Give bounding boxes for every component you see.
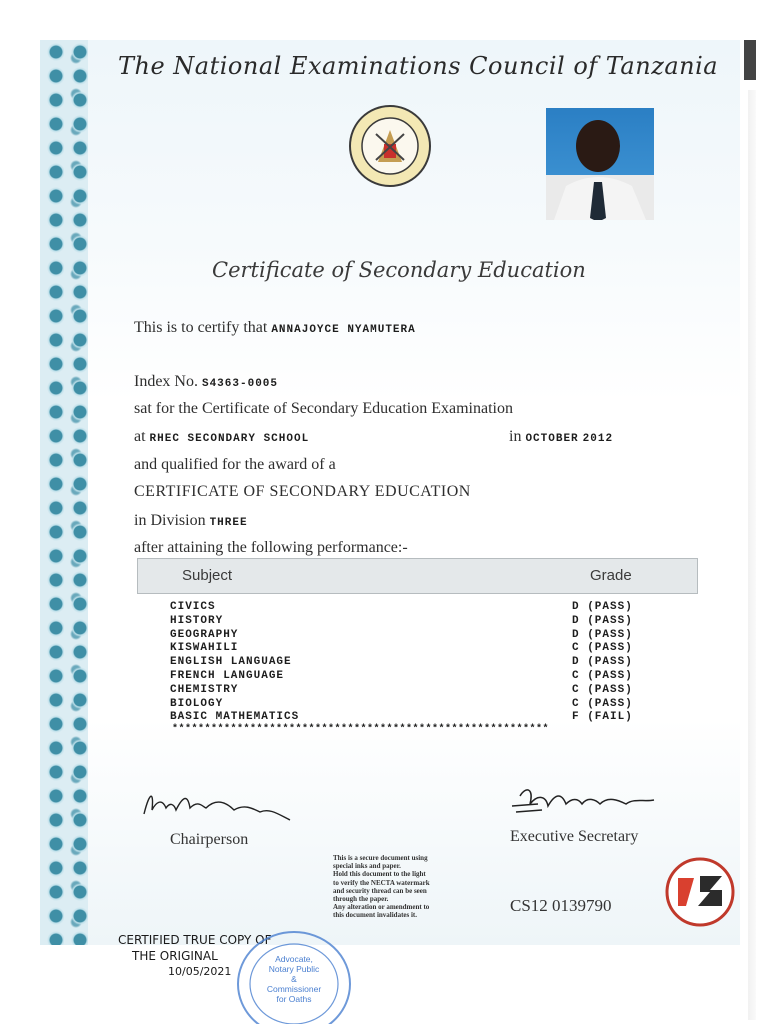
subject-grade: C (PASS)	[572, 683, 633, 696]
certificate-title: Certificate of Secondary Education	[212, 258, 586, 282]
table-row	[170, 615, 650, 629]
division-value: THREE	[209, 517, 248, 529]
subject-grade: D (PASS)	[572, 656, 633, 669]
index-line	[134, 373, 278, 391]
performance-text: after attaining the following performance:-	[134, 539, 408, 556]
subject-name: HISTORY	[170, 614, 224, 627]
notice-line: Hold this document to the light	[333, 870, 426, 879]
security-border	[40, 40, 88, 945]
security-notice	[333, 854, 473, 920]
table-row	[170, 670, 650, 684]
notice-line: and security thread can be seen	[333, 886, 427, 895]
subject-name: BIOLOGY	[170, 697, 224, 710]
stamp-line-1: Advocate,	[275, 954, 313, 964]
division-label: in Division	[134, 512, 206, 529]
sat-text: sat for the Certificate of Secondary Education Examination	[134, 400, 513, 417]
index-label: Index No.	[134, 373, 198, 390]
certify-text: This is to certify that	[134, 319, 268, 336]
subject-name: KISWAHILI	[170, 642, 239, 655]
chairperson-label: Chairperson	[170, 831, 249, 848]
subject-grade: D (PASS)	[572, 601, 633, 613]
exam-year: 2012	[582, 433, 614, 445]
school-line	[134, 428, 309, 446]
subject-name: GEOGRAPHY	[170, 628, 239, 641]
table-row	[170, 698, 650, 712]
subject-name: BASIC MATHEMATICS	[170, 711, 300, 724]
subject-grade: C (PASS)	[572, 697, 633, 710]
index-number: S4363-0005	[201, 378, 278, 390]
executive-signature	[508, 782, 668, 822]
certified-date: 10/05/2021	[168, 965, 232, 978]
in-label: in	[509, 428, 522, 445]
certified-line-2: THE ORIGINAL	[132, 949, 218, 963]
at-label: at	[134, 428, 146, 445]
necta-hologram-icon	[664, 856, 736, 928]
stamp-line-2: Notary Public	[268, 964, 320, 974]
table-row	[170, 684, 650, 698]
notice-line: this document invalidates it.	[333, 911, 418, 920]
qualified-text: and qualified for the award of a	[134, 456, 336, 473]
executive-secretary-label: Executive Secretary	[510, 828, 639, 845]
notice-line: Any alteration or amendment to	[333, 903, 430, 912]
scan-edge-shadow	[748, 90, 756, 1020]
table-row	[170, 656, 650, 670]
stamp-line-3: &	[291, 974, 297, 984]
subject-grade: D (PASS)	[572, 628, 633, 641]
date-line	[509, 428, 613, 446]
candidate-name: ANNAJOYCE NYAMUTERA	[271, 324, 416, 336]
issuer-title: The National Examinations Council of Tanzania	[118, 52, 719, 80]
division-line	[134, 512, 248, 530]
results-end-marker: **********************************************************	[172, 724, 550, 735]
council-seal-icon	[348, 104, 432, 188]
notice-line: to verify the NECTA watermark	[333, 878, 430, 887]
subject-grade: F (FAIL)	[572, 711, 633, 724]
exam-month: OCTOBER	[525, 433, 579, 445]
subject-header: Subject	[182, 567, 233, 584]
school-name: RHEC SECONDARY SCHOOL	[149, 433, 310, 445]
notice-line: through the paper.	[333, 895, 389, 904]
notary-stamp	[234, 930, 354, 1024]
candidate-photo	[546, 108, 654, 220]
subject-grade: C (PASS)	[572, 669, 633, 682]
scan-edge	[744, 40, 756, 80]
notice-line: special inks and paper.	[333, 862, 401, 871]
subject-name: FRENCH LANGUAGE	[170, 669, 285, 682]
certify-line	[134, 319, 416, 337]
stamp-line-5: for Oaths	[276, 994, 312, 1004]
award-name: CERTIFICATE OF SECONDARY EDUCATION	[134, 483, 471, 500]
subject-name: ENGLISH LANGUAGE	[170, 656, 292, 669]
subject-name: CIVICS	[170, 601, 216, 613]
notice-line: This is a secure document using	[333, 854, 428, 862]
table-row	[170, 642, 650, 656]
serial-number: CS12 0139790	[510, 896, 612, 915]
table-row	[170, 601, 650, 615]
subject-grade: D (PASS)	[572, 614, 633, 627]
subject-grade: C (PASS)	[572, 642, 633, 655]
stamp-line-4: Commissioner	[266, 984, 322, 994]
chairperson-signature	[140, 784, 300, 830]
grade-header: Grade	[590, 567, 632, 584]
results-table-header	[137, 558, 698, 594]
certified-line-1: CERTIFIED TRUE COPY OF	[118, 933, 272, 947]
results-list	[170, 601, 650, 725]
subject-name: CHEMISTRY	[170, 683, 239, 696]
table-row	[170, 629, 650, 643]
